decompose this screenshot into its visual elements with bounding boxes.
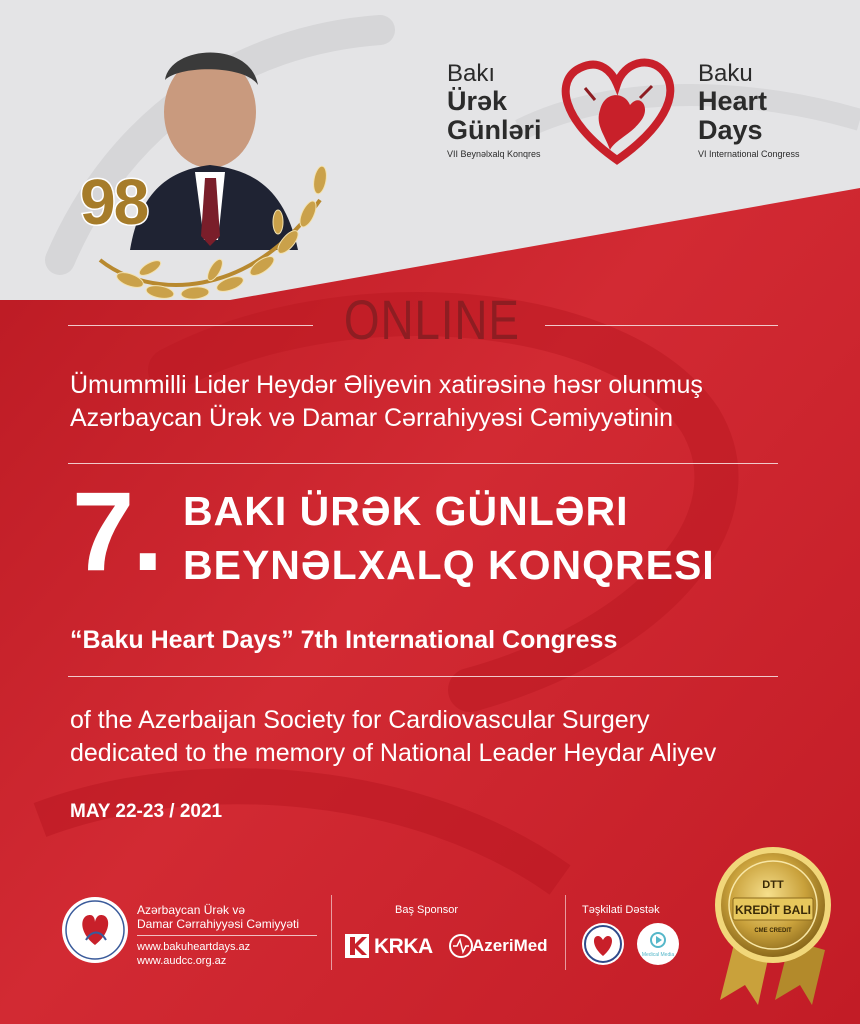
description-en (70, 704, 810, 770)
logo-az (447, 62, 542, 159)
footer-divider-1 (331, 895, 332, 970)
logo-az-line3: Günləri (447, 115, 542, 145)
krka-logo-icon (345, 934, 369, 958)
logo-en-line4: VI International Congress (698, 149, 800, 159)
congress-number: 7. (72, 469, 162, 594)
badge-middle-text: KREDİT BALI (735, 903, 811, 917)
description-en-line2: dedicated to the memory of National Leader Heydar Aliyev (70, 739, 717, 767)
footer-divider-2 (565, 895, 566, 970)
description-en-line1: of the Azerbaijan Society for Cardiovascular Surgery (70, 706, 650, 734)
intro-az-line2: Azərbaycan Ürək və Damar Cərrahiyyəsi Cəmiyyətinin (70, 404, 673, 432)
online-rule-left (68, 325, 313, 326)
logo-az-line1: Bakı (447, 60, 496, 87)
society-name (137, 903, 299, 931)
title-az-line2: BEYNƏLXALQ KONQRESI (183, 542, 715, 588)
medical-media-logo-icon (637, 923, 679, 965)
medical-media-text: Medical Media (641, 952, 675, 958)
logo-en-line2: Heart (698, 86, 768, 116)
society-name-line1: Azərbaycan Ürək və (137, 903, 246, 917)
website-link-1[interactable]: www.bakuheartdays.az (137, 941, 251, 953)
society-logo-icon (62, 897, 128, 963)
support-label: Təşkilati Dəstək (582, 904, 660, 916)
society-underline (137, 935, 317, 936)
badge-bottom-text: CME CREDIT (754, 928, 792, 934)
title-en: “Baku Heart Days” 7th International Congress (70, 626, 618, 654)
title-az (183, 484, 715, 592)
intro-az-line1: Ümummilli Lider Heydər Əliyevin xatirəsinə həsr olunmuş (70, 371, 703, 399)
online-label: ONLINE (343, 288, 520, 351)
sponsor-label: Baş Sponsor (395, 904, 458, 916)
logo-en-line3: Days (698, 115, 763, 145)
logo-en (698, 62, 800, 159)
anniversary-number: 98 (80, 166, 148, 238)
event-date: MAY 22-23 / 2021 (70, 801, 223, 822)
logo-az-line2: Ürək (447, 86, 508, 116)
intro-az (70, 369, 790, 435)
society-name-line2: Damar Cərrahiyyəsi Cəmiyyəti (137, 917, 300, 931)
title-az-line1: BAKI ÜRƏK GÜNLƏRI (183, 488, 629, 534)
divider-2 (68, 676, 778, 677)
divider-1 (68, 463, 778, 464)
krka-logo-text: KRKA (374, 935, 433, 958)
azerimed-logo-text: AzeriMed (472, 936, 548, 955)
heart-academy-logo-icon (582, 923, 624, 965)
logo-az-line4: VII Beynəlxalq Konqres (447, 149, 541, 159)
online-rule-right (545, 325, 778, 326)
website-link-2[interactable]: www.audcc.org.az (137, 955, 227, 967)
logo-en-line1: Baku (698, 60, 753, 87)
badge-top-text: DTT (762, 879, 784, 891)
